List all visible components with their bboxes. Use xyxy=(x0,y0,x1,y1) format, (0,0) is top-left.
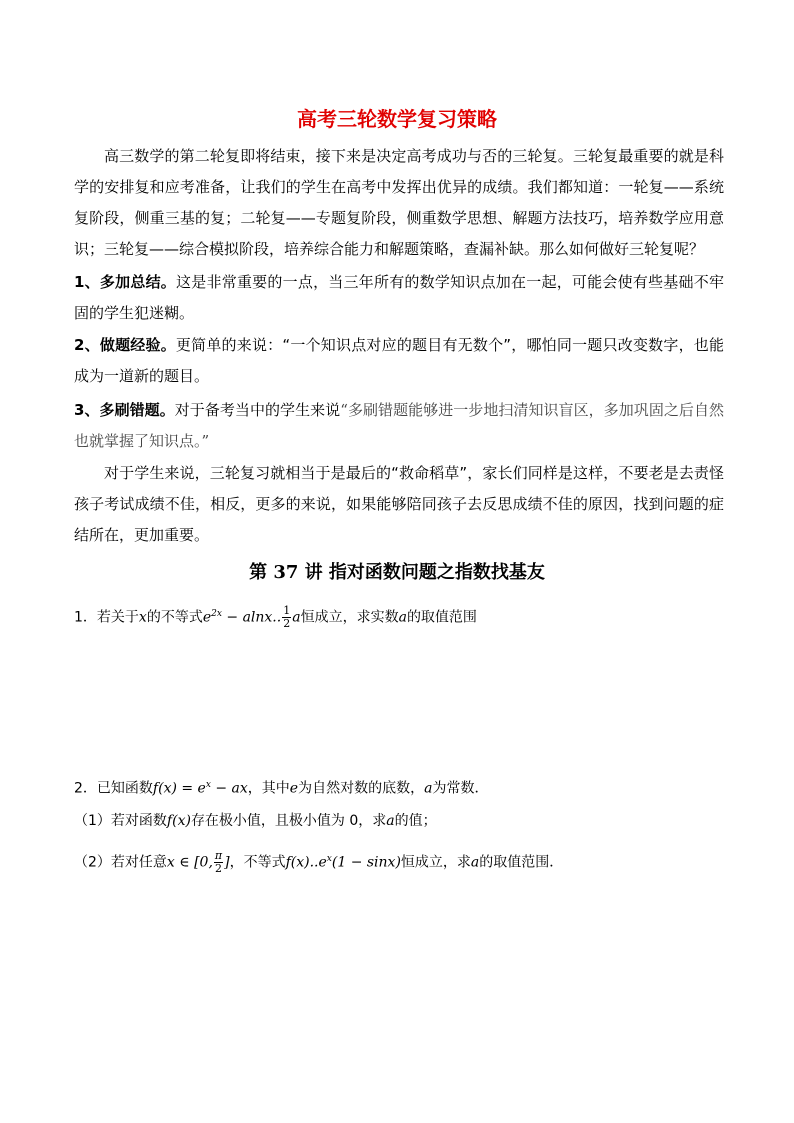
tip-2-body: 更简单的来说：“一个知识点对应的题目有无数个”，哪怕同一题只改变数字，也能成为一道新的题目。 xyxy=(74,336,724,385)
q1-frac-den: 2 xyxy=(283,617,291,631)
q2-text-2: 为自然对数的底数， xyxy=(298,780,425,797)
q2-text-1: ，其中 xyxy=(247,780,290,797)
q2-e: e xyxy=(289,780,299,797)
q2-num: 2．已知函数 xyxy=(74,780,153,797)
q2-p1-mid: 存在极小值，且极小值为 0，求 xyxy=(190,813,387,829)
intro-paragraph: 高三数学的第二轮复即将结束，接下来是决定高考成功与否的三轮复。三轮复最重要的就是科学的安排复和应考准备，让我们的学生在高考中发挥出优异的成绩。我们都知道：一轮复——系统复阶段，侧重三基的复；二轮复——专题复阶段，侧重数学思想、解题方法技巧，培养数学应用意识；三轮复——综合模拟阶段，培养综合能力和解题策略，查漏补缺。那么如何做好三轮复呢？ xyxy=(74,147,724,258)
q2-a: a xyxy=(424,780,433,797)
question-2 xyxy=(74,774,734,800)
tip-1-head: 1、多加总结。 xyxy=(74,273,177,291)
q1-frac-num: 1 xyxy=(283,604,291,618)
q2-p2-fraction xyxy=(214,850,223,875)
q2-p2-a: a xyxy=(470,854,480,871)
q2-fx-end: − ax xyxy=(210,780,248,797)
question-2-part-1 xyxy=(74,810,734,832)
tip-2 xyxy=(74,330,724,392)
q2-p2-ineq-end: (1 − sinx) xyxy=(331,854,401,871)
q2-p2-ineq-exp: x xyxy=(326,854,332,864)
tip-3-quote: “多刷错题能够进一步地扫清知识盲区，多加巩固之后自然也就掌握了知识点。” xyxy=(74,401,724,450)
q2-p2-ineq: f(x)..e xyxy=(285,854,327,871)
question-2-part-2 xyxy=(74,848,734,875)
q2-p1-pre: （1）若对函数 xyxy=(74,813,167,829)
q2-p2-set: x ∈ [0, xyxy=(166,854,213,871)
q2-p2-end: 的取值范围． xyxy=(479,854,564,871)
q2-text-3: 为常数． xyxy=(432,780,489,797)
q1-var-x: x xyxy=(138,609,147,626)
closing-paragraph: 对于学生来说，三轮复习就相当于是最后的“救命稻草”，家长们同样是这样，不要老是去责怪孩子考试成绩不佳，相反，更多的来说，如果能够陪同孩子去反思成绩不佳的原因，找到问题的症结所在，更加重要。 xyxy=(74,464,724,544)
q1-expr-mid: − alnx.. xyxy=(221,609,282,626)
q2-p1-end: 的值； xyxy=(394,813,437,829)
tip-1-body: 这是非常重要的一点，当三年所有的数学知识点加在一起，可能会使有些基础不牢固的学生犯迷糊。 xyxy=(74,273,724,322)
q1-fraction xyxy=(282,605,291,630)
lecture-title: 第 37 讲 指对函数问题之指数找基友 xyxy=(249,562,545,583)
q2-p2-frac-den: 2 xyxy=(215,862,223,876)
q2-p1-fx: f(x) xyxy=(166,813,191,829)
tip-2-head: 2、做题经验。 xyxy=(74,336,176,354)
q1-expr-exp: 2x xyxy=(211,609,222,619)
q1-text-2: 恒成立，求实数 xyxy=(300,609,399,626)
q1-text-1: 的不等式 xyxy=(146,609,203,626)
q1-expr-end: a xyxy=(292,609,301,626)
tip-1 xyxy=(74,267,724,329)
q2-p2-pre: （2）若对任意 xyxy=(74,854,167,871)
tip-3-head: 3、多刷错题。 xyxy=(74,401,175,419)
q2-fx-exp: x xyxy=(205,780,211,790)
q2-p2-frac-num: π xyxy=(214,849,223,863)
page-title: 高考三轮数学复习策略 xyxy=(297,107,497,131)
q2-p2-text: 恒成立，求 xyxy=(400,854,471,871)
q1-num: 1．若关于 xyxy=(74,609,139,626)
tip-3-body: 对于备考当中的学生来说 xyxy=(174,401,341,419)
q2-fx: f(x) = e xyxy=(152,780,206,797)
q1-text-3: 的取值范围 xyxy=(406,609,477,626)
tip-3 xyxy=(74,395,724,457)
q2-p2-set-end: ] xyxy=(224,854,230,871)
q1-var-a: a xyxy=(398,609,407,626)
q2-p2-mid: ，不等式 xyxy=(229,854,286,871)
q1-expr-base: e xyxy=(202,609,212,626)
q2-p1-a: a xyxy=(386,813,395,829)
question-1 xyxy=(74,603,734,630)
